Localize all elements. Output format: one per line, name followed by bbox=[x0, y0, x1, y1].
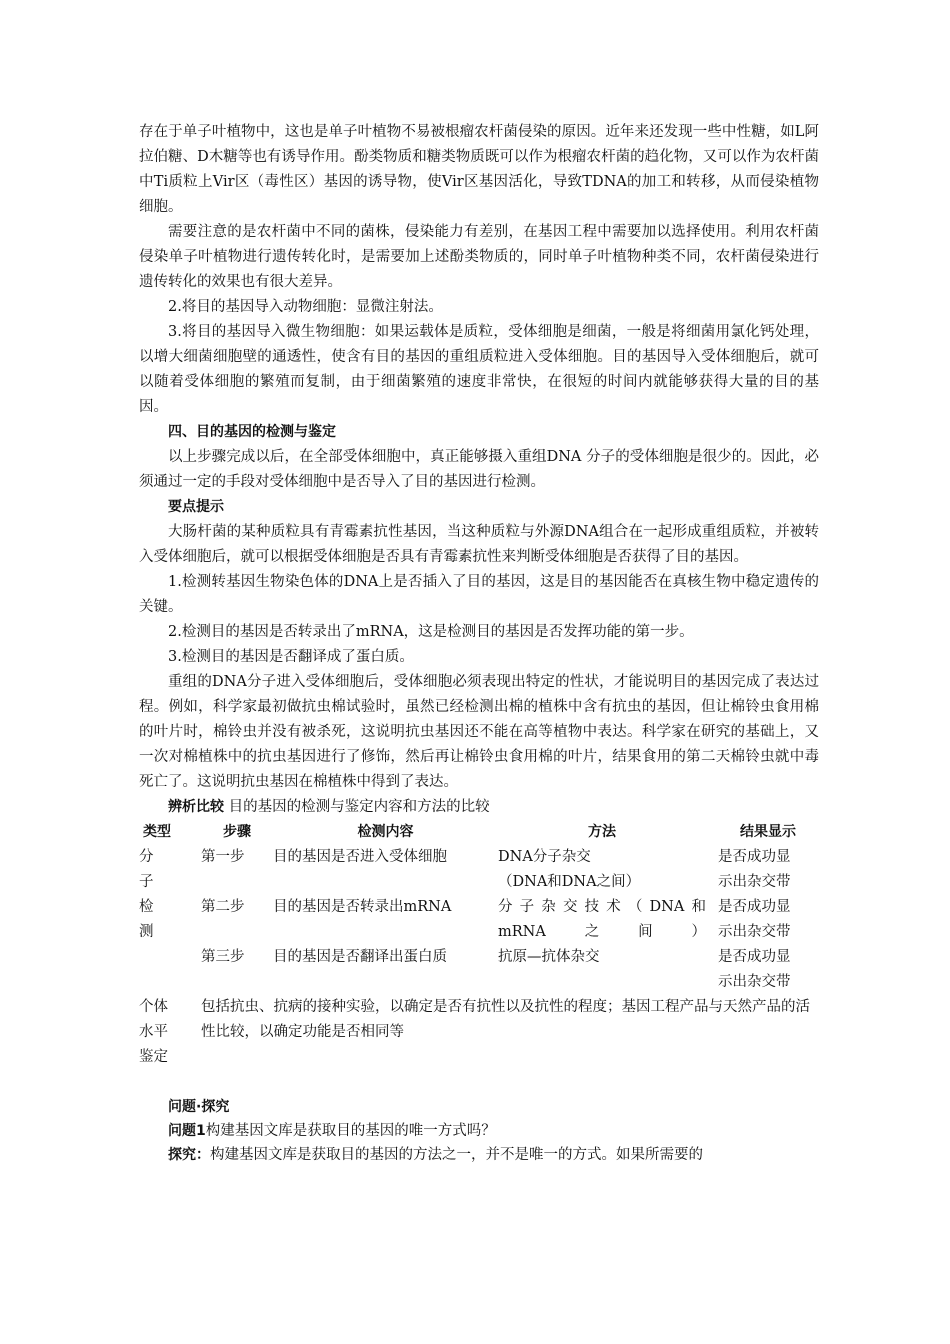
step-cell: 第三步 bbox=[201, 949, 245, 965]
result-cell: 是否成功显 示出杂交带 bbox=[718, 849, 791, 890]
key-point: 重组的DNA分子进入受体细胞后，受体细胞必须表现出特定的性状，才能说明目的基因完成了表达过程。例如，科学家最初做抗虫棉试验时，虽然已经检测出棉的植株中含有抗虫的基因，但让棉铃虫食用棉的叶片时，棉铃虫并没有被杀死，这说明抗虫基因还不能在高等植物中表达。科学家在研究的基础上，又一次对棉植株中的抗虫基因进行了修饰，然后再让棉铃虫食用棉的叶片，结果食用的第二天棉铃虫就中毒死亡了。这说明抗虫基因在棉植株中得到了表达。 bbox=[139, 674, 819, 790]
header-cell: 结果显示 bbox=[740, 824, 796, 840]
result-cell: 是否成功显 示出杂交带 bbox=[718, 899, 791, 940]
method-cell: DNA分子杂交 （DNA和DNA之间） bbox=[498, 849, 641, 890]
comparison-title: 辨析比较 目的基因的检测与鉴定内容和方法的比较 bbox=[168, 799, 490, 815]
key-point: 2.检测目的基因是否转录出了mRNA，这是检测目的基因是否发挥功能的第一步。 bbox=[168, 624, 694, 640]
paragraph: 存在于单子叶植物中，这也是单子叶植物不易被根瘤农杆菌侵染的原因。近年来还发现一些中性糖，如L阿拉伯糖、D木糖等也有诱导作用。酚类物质和糖类物质既可以作为根瘤农杆菌的趋化物，又可以作为农杆菌中Ti质粒上Vir区（毒性区）基因的诱导物，使Vir区基因活化，导致TDNA的加工和转移，从而侵染植物细胞。 bbox=[139, 124, 819, 215]
step-cell: 第一步 bbox=[201, 849, 245, 865]
content-cell: 目的基因是否进入受体细胞 bbox=[273, 849, 447, 865]
table-row bbox=[201, 845, 819, 895]
table-header bbox=[139, 820, 819, 845]
key-point: 3.检测目的基因是否翻译成了蛋白质。 bbox=[168, 649, 414, 665]
individual-desc-cell: 包括抗虫、抗病的接种实验，以确定是否有抗性以及抗性的程度；基因工程产品与天然产品的活性比较，以确定功能是否相同等 bbox=[201, 999, 810, 1040]
header-cell: 检测内容 bbox=[357, 824, 414, 840]
question-1: 问题1构建基因文库是获取目的基因的唯一方式吗？ bbox=[168, 1123, 496, 1139]
table-row bbox=[201, 895, 819, 945]
type-cell: 分 子 检 测 bbox=[139, 849, 154, 940]
answer-1: 探究：构建基因文库是获取目的基因的方法之一，并不是唯一的方式。如果所需要的 bbox=[168, 1147, 703, 1163]
method-cell: 分子杂交技术（DNA和 mRNA之间） bbox=[498, 899, 706, 940]
method-cell: 抗原—抗体杂交 bbox=[498, 949, 600, 965]
spacer bbox=[139, 1070, 819, 1095]
header-cell: 类型 bbox=[143, 824, 171, 840]
qa-heading: 问题·探究 bbox=[168, 1099, 230, 1115]
key-point: 大肠杆菌的某种质粒具有青霉素抗性基因，当这种质粒与外源DNA组合在一起形成重组质粒，并被转入受体细胞后，就可以根据受体细胞是否具有青霉素抗性来判断受体细胞是否获得了目的基因。 bbox=[139, 524, 819, 565]
paragraph: 需要注意的是农杆菌中不同的菌株，侵染能力有差别，在基因工程中需要加以选择使用。利用农杆菌侵染单子叶植物进行遗传转化时，是需要加上述酚类物质的，同时单子叶植物种类不同，农杆菌侵染进行遗传转化的效果也有很大差异。 bbox=[139, 224, 819, 290]
content-cell: 目的基因是否翻译出蛋白质 bbox=[273, 949, 447, 965]
section-heading: 四、目的基因的检测与鉴定 bbox=[168, 424, 336, 440]
molecular-group bbox=[139, 845, 819, 995]
key-points-heading: 要点提示 bbox=[168, 499, 224, 515]
key-point: 1.检测转基因生物染色体的DNA上是否插入了目的基因，这是目的基因能否在真核生物中稳定遗传的关键。 bbox=[139, 574, 819, 615]
individual-row bbox=[139, 995, 819, 1070]
section-intro: 以上步骤完成以后，在全部受体细胞中，真正能够摄入重组DNA 分子的受体细胞是很少的。因此，必须通过一定的手段对受体细胞中是否导入了目的基因进行检测。 bbox=[139, 449, 819, 490]
paragraph: 3.将目的基因导入微生物细胞：如果运载体是质粒，受体细胞是细菌，一般是将细菌用氯化钙处理，以增大细菌细胞壁的通透性，使含有目的基因的重组质粒进入受体细胞。目的基因导入受体细胞后，就可以随着受体细胞的繁殖而复制，由于细菌繁殖的速度非常快，在很短的时间内就能够获得大量的目的基因。 bbox=[139, 324, 819, 415]
content-cell: 目的基因是否转录出mRNA bbox=[273, 899, 452, 915]
table-row bbox=[201, 945, 819, 995]
paragraph: 2.将目的基因导入动物细胞：显微注射法。 bbox=[168, 299, 443, 315]
header-cell: 方法 bbox=[588, 824, 616, 840]
result-cell: 是否成功显 示出杂交带 bbox=[718, 949, 791, 990]
document-page bbox=[139, 120, 819, 1167]
header-cell: 步骤 bbox=[223, 824, 251, 840]
comparison-table bbox=[139, 820, 819, 1070]
step-cell: 第二步 bbox=[201, 899, 245, 915]
type-cell: 个体 水平 鉴定 bbox=[139, 999, 168, 1065]
